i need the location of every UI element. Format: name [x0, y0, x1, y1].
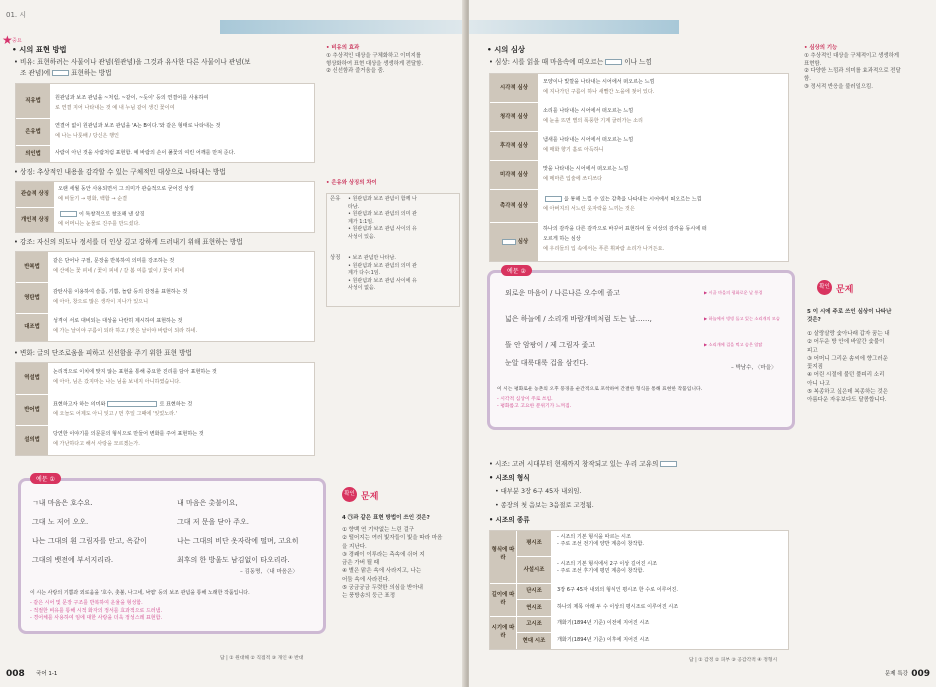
row-text: 사람이 아닌 것을 사람처럼 표현함. 예 바람의 손이 풀꽃의 여린 어깨를 만져 준다.: [55, 150, 236, 156]
row-example: 예 우리들의 입 속에서는 푸른 휘파람 소리가 나거든요.: [543, 246, 665, 252]
row-label: 고시조: [517, 617, 551, 632]
group-label: 형식에 따라: [490, 531, 516, 583]
row-example: 예 어머니는 눈물로 진주를 만드셨다.: [58, 221, 140, 227]
row-label: 영탄법: [16, 283, 48, 313]
variation-intro: • 변화: 글의 단조로움을 피하고 신선함을 주기 위한 표현 방법: [14, 349, 192, 357]
row-text: 당연한 이야기를 의문문의 형식으로 만들어 변화를 주어 표현하는 것: [53, 431, 204, 437]
sidebar-symbol-diff: • 은유와 상징의 차이: [326, 180, 377, 186]
metaphor-intro: • 비유: 표현하려는 사물이나 관념(원관념)을 그것과 유사한 다른 사물이나 관념(보: [14, 58, 251, 66]
sijo-intro: • 시조: 고려 시대부터 현재까지 창작되고 있는 우리 고유의: [489, 460, 679, 469]
example-tag: 예문 ①: [30, 473, 61, 484]
quiz-question: 4 ㉠과 같은 표현 방법이 쓰인 것은?: [342, 515, 430, 521]
row-label: 청각적 심상: [490, 103, 538, 131]
row-text: 표현하고자 하는 의미와 로 표현하는 것: [53, 401, 193, 408]
imagery-intro: • 심상: 시를 읽을 때 마음속에 떠오르는 이나 느낌: [489, 58, 652, 66]
row-text: 오랜 세월 동안 사용되면서 그 의미가 관습적으로 굳어진 상징: [58, 186, 194, 192]
fill-blank[interactable]: [545, 196, 562, 202]
row-text: 이 독창적으로 창조해 낸 상징: [58, 211, 145, 218]
row-text: 감탄사를 이용하여 슬픔, 기쁨, 놀람 등의 감정을 표현하는 것: [53, 289, 188, 295]
top-band: [469, 20, 679, 34]
row-text: 모양이나 빛깔을 나타내는 시어에서 떠오르는 느낌: [543, 79, 655, 85]
poem-note: ▶ 하늘에서 빙빙 돌고 있는 소리개의 모습: [704, 316, 780, 321]
row-example: 예 아버지의 서느런 옷자락을 느끼는 것은: [543, 206, 635, 212]
quiz-options[interactable]: ① 살랑살랑 숯아나래 갑자 꿈는 내 ② 어두운 방 안에 바알간 숯불이 피고 ③ 어머니 그리운 솜씨에 향그러운 꽃지짐 ④ 어린 시절에 불던 풀피리 소리 아니 나고 ⑤ 복종하고 싶은데 복종하는 것은 아름다운 자유보다도 달콤합니다.: [807, 331, 890, 403]
fill-blank[interactable]: [107, 401, 157, 407]
page-number: 009: [911, 669, 930, 679]
section-title: • 시의 표현 방법: [12, 45, 67, 54]
quiz-question: 5 이 시에 주로 쓰인 심상이 나타난 것은?: [807, 309, 892, 324]
row-label: 관습적 상징: [16, 182, 54, 207]
row-label: 의인법: [16, 146, 50, 162]
poem-line: 넓은 하늘에 / 소리개 바람개비처럼 도는 날……,: [505, 315, 652, 323]
example-points: - 같은 시어 및 문장 구조를 반복하여 운율을 형성함. - 적절한 비유를 통해 시적 화자의 정서를 효과적으로 드러냄. - 경어체를 사용하여 임에 대한 사랑을 더욱 정성스레 표현함.: [30, 600, 163, 621]
row-label: 은유법: [16, 119, 50, 145]
row-text: 같은 단어나 구절, 문장을 반복하여 의미를 강조하는 것: [53, 258, 175, 264]
row-example: 예 아아, 님은 갔지마는 나는 님을 보내지 아니하였습니다.: [53, 379, 181, 385]
poem-line: 뜰 안 암팡이 / 제 그림자 좇고: [505, 341, 596, 349]
poem-left-column: ㄱ내 마음은 호수요. 그대 노 저어 오오. 나는 그대의 흰 그림자를 안고, 옥같이 그대의 뱃전에 부서지리라.: [32, 499, 147, 564]
row-label: 설의법: [16, 426, 48, 455]
group-label: 시기에 따라: [490, 617, 516, 649]
sidebar-imagery-function: • 심상의 기능 ① 추상적인 대상을 구체적이고 생생하게 표현함. ② 다양한 느낌과 의미를 효과적으로 전달 함. ③ 정서적 반응을 불러일으킴.: [804, 45, 901, 91]
page-number: 008: [6, 669, 25, 679]
row-example: 예 가는 날이야 구름이 되라 하고 / 맞은 날이야 바람이 되라 하네.: [53, 328, 198, 334]
diff-items: • 보조 관념만 나타남. • 원관념과 보조 관념의 의미 관 계가 다수:1임. • 원관념과 보조 관념 사이에 유 사성이 없음.: [348, 255, 417, 291]
chapter-header: 01. 시: [6, 11, 27, 19]
row-text: 3장 6구 45자 내외의 형식인 평시조 한 수로 이루어진.: [557, 587, 679, 593]
row-text: - 시조의 기본 형식에서 2구 이상 길어진 시조 - 주로 조선 후기에 평민 계층이 창작함.: [557, 561, 658, 574]
row-text: 개화기(1894년 기준) 이전에 지어진 시조: [557, 620, 650, 626]
row-label: 단시조: [517, 584, 551, 599]
row-example: 예 산에는 꽃 피네 / 꽃이 피네 / 갈 봄 여름 없이 / 꽃이 피네: [53, 268, 185, 274]
row-label: 심상: [490, 223, 538, 261]
star-icon: ★: [2, 33, 13, 47]
row-example: 예 나는 나룻배 / 당신은 행인: [55, 133, 119, 139]
row-example: 예 매화 향기 홀로 아득하니: [543, 147, 604, 153]
row-label: 역설법: [16, 363, 48, 394]
row-label: 개인적 상징: [16, 208, 54, 232]
row-example: 예 오늘도 어제도 아니 잊고 / 먼 후일 그때에 '잊었노라.': [53, 411, 178, 417]
emphasis-intro: • 강조: 자신의 의도나 정서를 더 인상 깊고 강하게 드러내기 위해 표현하는 방법: [14, 238, 243, 246]
row-text-2: 오르게 하는 심상: [543, 236, 581, 242]
important-note: 중요: [12, 38, 22, 44]
diff-items: • 원관념과 보조 관념이 함께 나 타남. • 원관념과 보조 관념의 의미 관 계가 1:1임. • 원관념과 보조 관념 사이의 유 사성이 있음.: [348, 196, 417, 240]
row-text: 하나의 감각을 다른 감각으로 바꾸어 표현하여 둘 이상의 감각을 동시에 떠: [543, 226, 707, 232]
quiz-badge: 확인: [817, 280, 832, 295]
fill-blank[interactable]: [60, 211, 77, 217]
quiz-heading: 문제: [836, 285, 854, 295]
sidebar-metaphor-effect: • 비유의 효과 ① 추상적인 대상을 구체화하고 이미지를 형상화하여 표현 대상을 생생하게 전달함. ② 신선함과 즐거움을 줌.: [326, 45, 424, 75]
row-text: 논리적으로 이치에 맞지 않는 표현을 통해 중요한 진리를 담아 표현하는 것: [53, 369, 217, 375]
sijo-form-item: • 종장의 첫 음보는 3음절로 고정됨.: [495, 502, 594, 509]
right-page: [469, 0, 936, 687]
row-label: 후각적 심상: [490, 132, 538, 160]
row-label: 직유법: [16, 84, 50, 118]
answer-key: 답 | ① 원대해 ② 직접적 ③ 개인 ④ 반대: [220, 656, 304, 661]
example-note: 이 시는 사랑의 기쁨과 외로움을 '호수, 촛불, 나그네, 낙엽' 등의 보조 관념을 통해 노래한 작품입니다.: [30, 590, 250, 596]
poem-author: – 박남수, 〈마을〉: [731, 365, 777, 371]
row-text: 성격이 서로 대비되는 대상을 나란히 제시하여 표현하는 것: [53, 318, 183, 324]
sijo-kind-title: • 시조의 종류: [489, 516, 530, 524]
fill-blank[interactable]: [660, 461, 677, 467]
left-page: [0, 0, 466, 687]
row-label: 반어법: [16, 395, 48, 425]
row-text: 소리를 나타내는 시어에서 떠오르는 느낌: [543, 108, 634, 114]
top-band: [220, 20, 466, 34]
answer-key: 답 | ① 감정 ② 피부 ③ 공감각적 ④ 정형시: [689, 658, 778, 663]
book-label: 국어 1-1: [36, 671, 58, 677]
row-text: 원관념과 보조 관념을 ~처럼, ~같이, ~듯이' 등의 연결어를 사용하여: [55, 95, 209, 101]
book-label: 문제 특강: [884, 671, 908, 677]
row-example: 예 메마른 입술에 쓰디쓰다: [543, 176, 602, 182]
row-text: 을 통해 느낄 수 있는 감촉을 나타내는 시어에서 떠오르는 느낌: [543, 196, 702, 203]
metaphor-intro-2: 조 관념)에 표현하는 방법: [20, 69, 112, 77]
row-text: 개화기(1894년 기준) 이후에 지어진 시조: [557, 637, 650, 643]
poem-right-column: 내 마음은 촛불이요, 그대 저 문을 닫아 주오. 나는 그대의 비단 옷자락에 떨며, 고요히 최후의 한 방울도 남김없이 타오리라.: [177, 499, 299, 564]
sijo-form-item: • 대부분 3장 6구 45자 내외임.: [495, 488, 582, 495]
sijo-form-title: • 시조의 형식: [489, 474, 530, 482]
example-note: 이 시는 평화로운 농촌의 오후 풍경을 순간적으로 포착하여 간결한 형식을 통해 표현한 작품입니다.: [497, 387, 703, 392]
row-label: 시각적 심상: [490, 74, 538, 102]
row-text: - 시조의 기본 형식을 따르는 시조 - 주로 조선 전기에 양반 계층이 창작함.: [557, 534, 644, 547]
poem-note: ▶ 시골 마을의 평화로운 날 풍경: [704, 290, 763, 295]
poem-line: 외로운 마음이 / 나른나른 오수에 졸고: [505, 289, 620, 297]
section-title: • 시의 심상: [487, 45, 525, 54]
poem-author: – 김동명, 〈내 마음은〉: [240, 569, 298, 575]
row-example: 예 가난하다고 해서 사랑을 모르겠는가.: [53, 441, 140, 447]
fill-blank[interactable]: [52, 70, 69, 76]
row-example: 로 연결 지어 나타내는 것 예 내 누님 같이 생긴 꽃이여: [55, 105, 175, 111]
row-label: 연시조: [517, 600, 551, 616]
quiz-options[interactable]: ① 향백 연 기약없는 느린 걸구 ② 떨어지는 여러 빛자들이 빛을 따라 마음 을 지난다. ③ 경쾌이 이루라는 측속에 쉬어 지 금은 가버 될 때 ④ 별은 맑은 속에 사라지고, 나는 어둠 속에 사라진다. ⑤ 궁금궁금 두렷한 의심을 받아내 는 풍방송의 둥근 표정: [342, 527, 443, 599]
poem-line: 눈알 대룩대룩 겁을 삼킨다.: [505, 359, 589, 367]
row-text: 하나의 제목 아래 두 수 이상의 평시조로 이루어진 시조: [557, 604, 679, 610]
row-label: 평시조: [517, 531, 551, 556]
poem-note: ▶ 소리개에 겁을 먹고 숨은 암탉: [704, 342, 763, 347]
diff-label: 은유: [330, 196, 341, 202]
row-label: 촉각적 심상: [490, 190, 538, 222]
row-label: 현대 시조: [517, 633, 551, 649]
row-example: 예 지나가던 구름이 하나 새빨간 노을에 젖어 있다.: [543, 89, 655, 95]
quiz-heading: 문제: [361, 492, 379, 502]
row-label: 대조법: [16, 314, 48, 341]
row-text: 연결어 없이 원관념과 보조 관념을 'A는 B이다.'와 같은 형태로 나타내는 것: [55, 123, 221, 129]
example-points: - 시각적 심상이 주로 쓰임. - 평화롭고 고요한 분위기가 느껴짐.: [497, 397, 572, 410]
row-label: 미각적 심상: [490, 161, 538, 189]
symbol-intro: • 상징: 추상적인 내용을 감각할 수 있는 구체적인 대상으로 나타내는 방법: [14, 168, 226, 176]
fill-blank[interactable]: [605, 59, 622, 65]
fill-blank[interactable]: [502, 239, 516, 245]
example-tag: 예문 ②: [501, 265, 532, 276]
row-example: 예 비둘기 → 평화, 백합 → 순결: [58, 196, 128, 202]
row-label: 반복법: [16, 252, 48, 282]
row-text: 맛을 나타내는 시어에서 떠오르는 느낌: [543, 166, 629, 172]
row-text: 냄새를 나타내는 시어에서 떠오르는 느낌: [543, 137, 634, 143]
group-label: 길이에 따라: [490, 584, 516, 616]
quiz-badge: 확인: [342, 487, 357, 502]
row-example: 예 눈을 뜨면 별의 폭풍한 기계 굴러가는 소리: [543, 118, 643, 124]
row-label: 사설시조: [517, 557, 551, 583]
diff-label: 상징: [330, 255, 341, 261]
row-example: 예 아아, 창으로 많은 생각이 지나가 있으니: [53, 299, 148, 305]
